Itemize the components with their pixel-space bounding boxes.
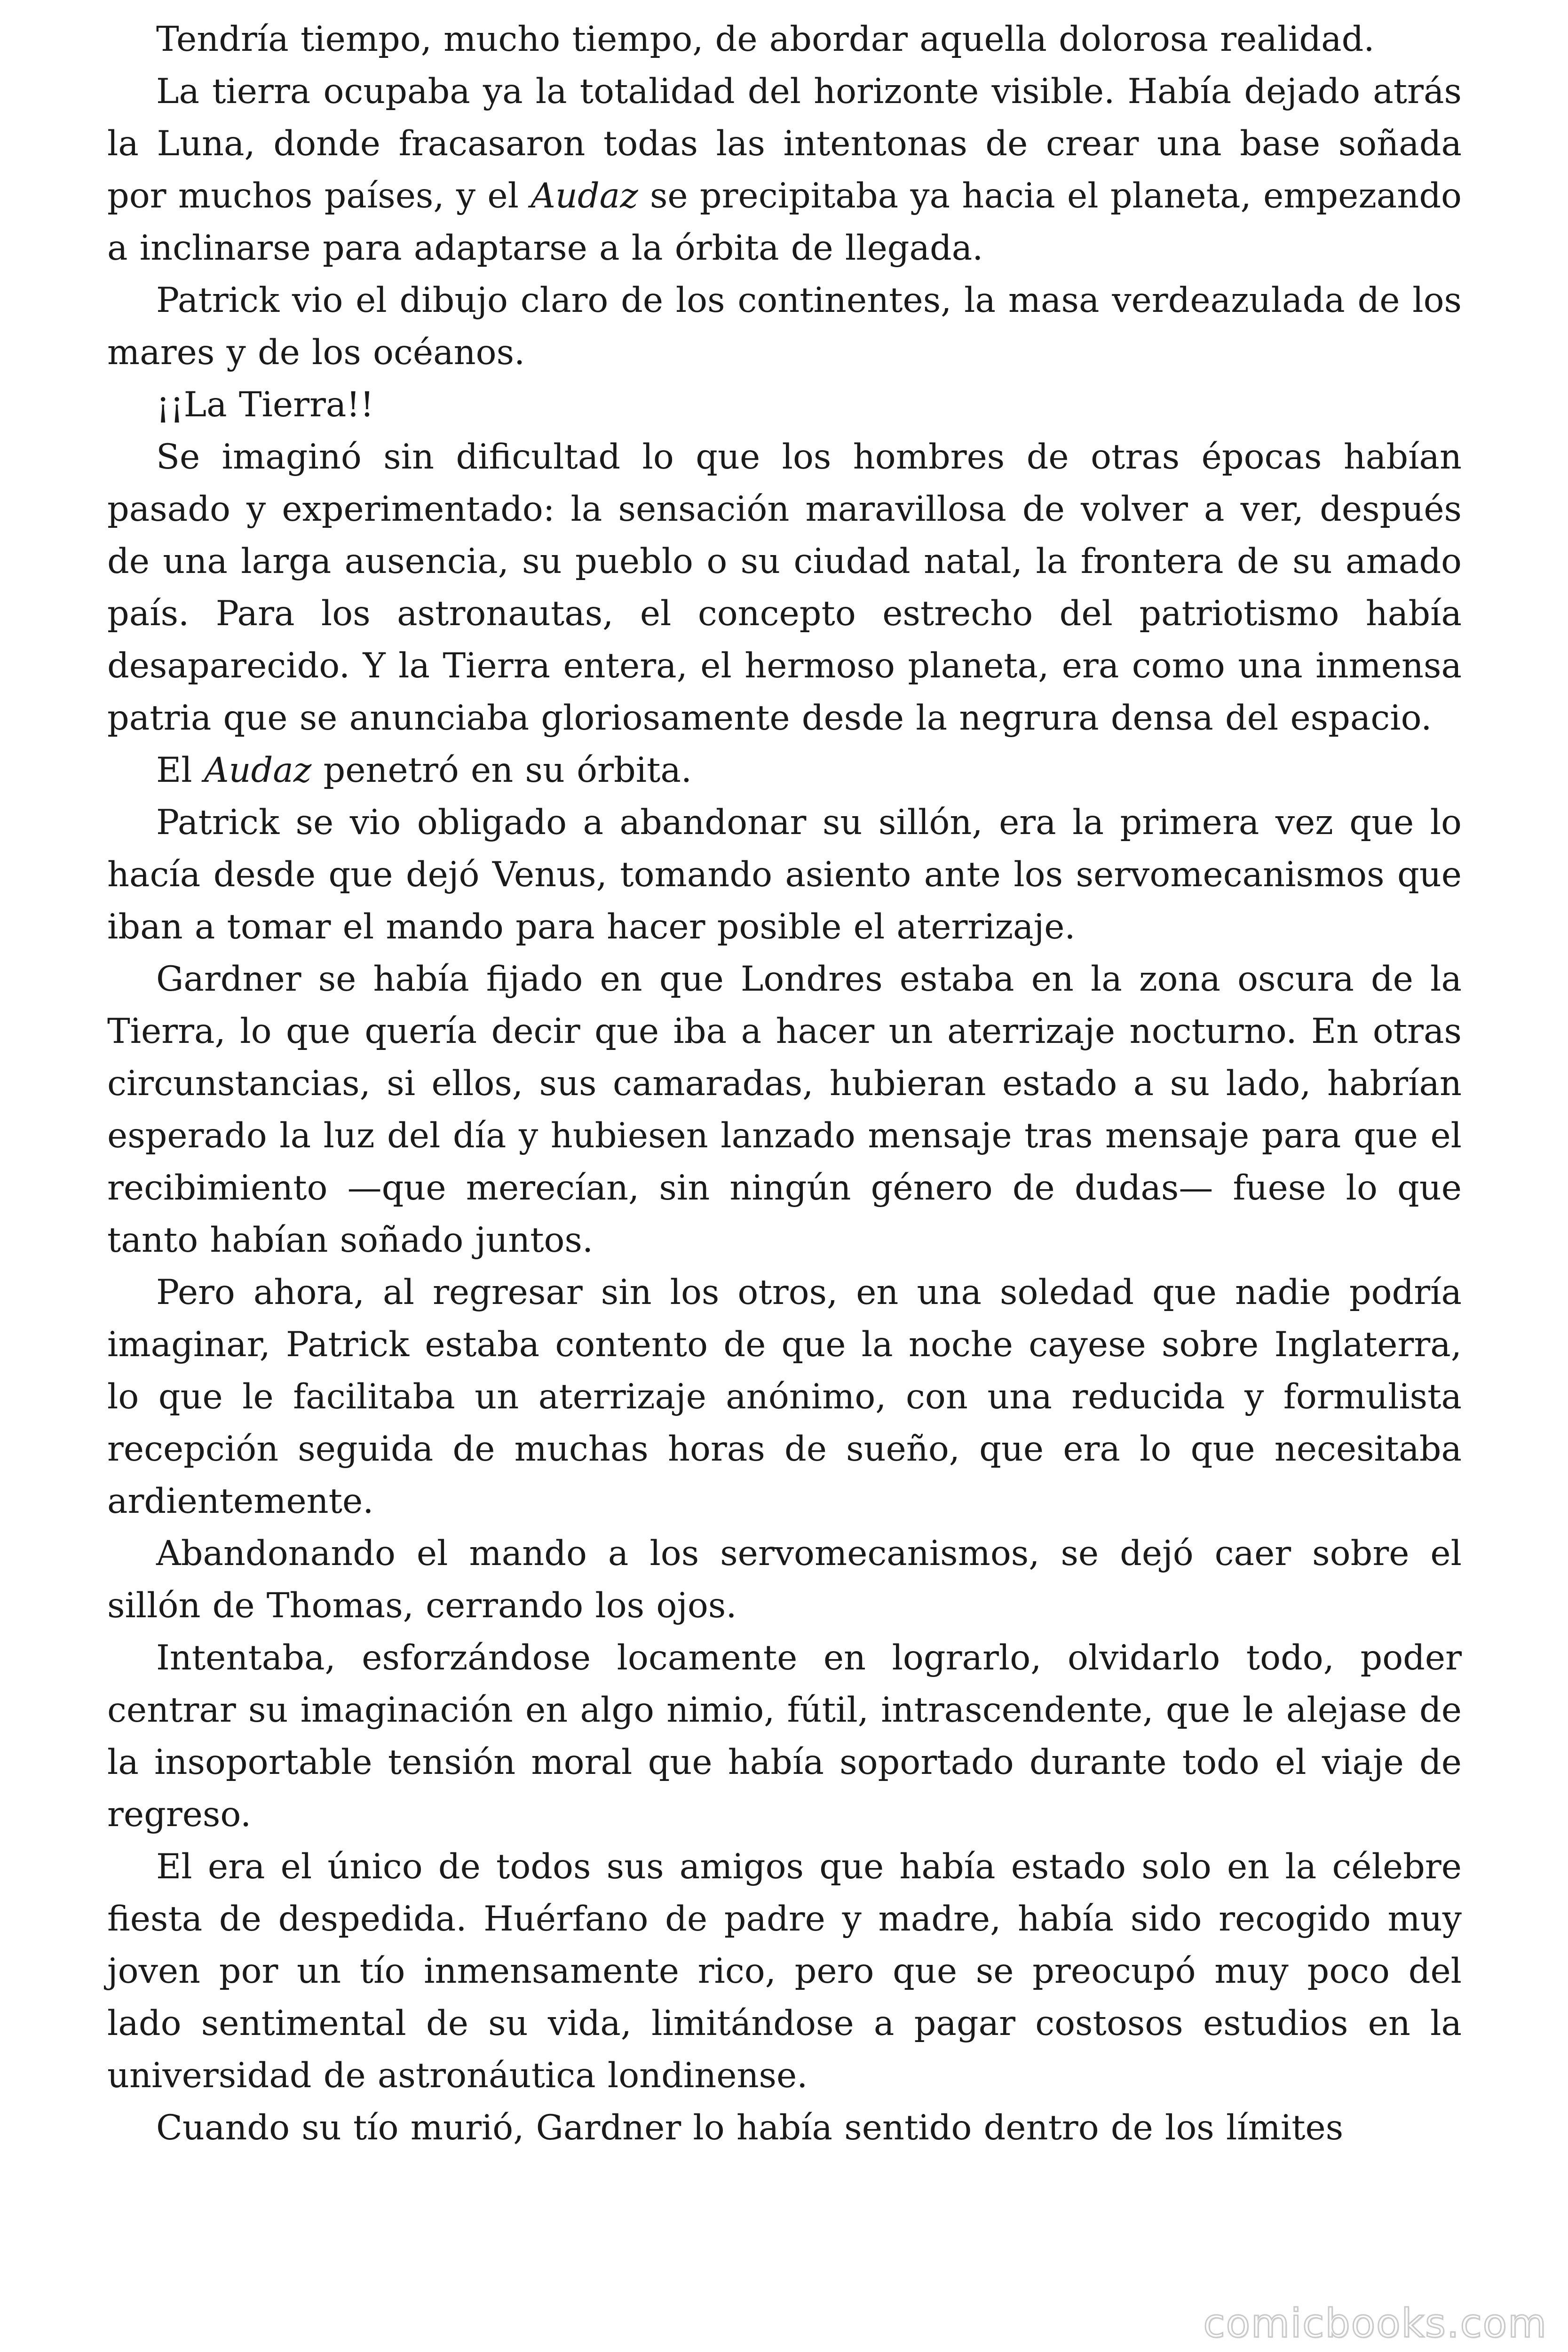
paragraph [107, 2102, 1462, 2154]
text-segment: Patrick vio el dibujo claro de los continentes, la masa verdeazulada de los mares y de los océanos. [107, 280, 1462, 373]
text-segment: Se imaginó sin dificultad lo que los hombres de otras épocas habían pasado y experimentado: la sensación maravillosa de volver a ver, después de una larga ausencia, su pueblo o su ciudad natal, la frontera de su amado país. Para los astronautas, el concepto estrecho del patriotismo había desaparecido. Y la Tierra entera, el hermoso planeta, era como una inmensa patria que se anunciaba gloriosamente desde la negrura densa del espacio. [107, 437, 1462, 738]
paragraph [107, 953, 1462, 1266]
paragraph [107, 431, 1462, 744]
watermark-logo: comicbooks.com [1203, 2300, 1547, 2346]
text-segment: La tierra ocupaba ya la totalidad del horizonte visible. Había dejado atrás la Luna, donde fracasaron todas las intentonas de crear una base soñada por muchos países, y el [107, 72, 1462, 216]
paragraph [107, 1841, 1462, 2102]
text-segment: penetró en su órbita. [311, 750, 692, 790]
text-segment: Intentaba, esforzándose locamente en lograrlo, olvidarlo todo, poder centrar su imaginación en algo nimio, fútil, intrascendente, que le alejase de la insoportable tensión moral que había soportado durante todo el viaje de regreso. [107, 1638, 1462, 1835]
italic-text: Audaz [531, 176, 638, 216]
text-segment: Patrick se vio obligado a abandonar su sillón, era la primera vez que lo hacía desde que dejó Venus, tomando asiento ante los servomecanismos que iban a tomar el mando para hacer posible el aterrizaje. [107, 803, 1462, 947]
paragraph [107, 1266, 1462, 1527]
text-segment: El [156, 750, 204, 790]
paragraph [107, 1527, 1462, 1632]
paragraph [107, 1632, 1462, 1841]
text-segment: Pero ahora, al regresar sin los otros, en una soledad que nadie podría imaginar, Patrick estaba contento de que la noche cayese sobre Inglaterra, lo que le facilitaba un aterrizaje anónimo, con una reducida y formulista recepción seguida de muchas horas de sueño, que era lo que necesitaba ardientemente. [107, 1272, 1462, 1521]
text-segment: se precipitaba ya hacia el planeta, empezando a inclinarse para adaptarse a la órbita de llegada. [107, 176, 1462, 268]
paragraph [107, 744, 1462, 796]
italic-text: Audaz [204, 750, 312, 790]
text-segment: ¡¡La Tierra!! [156, 385, 374, 425]
text-segment: El era el único de todos sus amigos que había estado solo en la célebre fiesta de despedida. Huérfano de padre y madre, había sido recogido muy joven por un tío inmensamente rico, pero que se preocupó muy poco del lado sentimental de su vida, limitándose a pagar costosos estudios en la universidad de astronáutica londinense. [107, 1847, 1462, 2096]
text-segment: Cuando su tío murió, Gardner lo había sentido dentro de los límites [156, 2108, 1344, 2148]
paragraph [107, 274, 1462, 379]
paragraph [107, 796, 1462, 953]
book-page [107, 0, 1462, 2352]
paragraph [107, 379, 1462, 431]
text-segment: Abandonando el mando a los servomecanismos, se dejó caer sobre el sillón de Thomas, cerrando los ojos. [107, 1534, 1462, 1626]
text-segment: Tendría tiempo, mucho tiempo, de abordar aquella dolorosa realidad. [156, 19, 1375, 59]
paragraph [107, 65, 1462, 274]
text-segment: Gardner se había fijado en que Londres estaba en la zona oscura de la Tierra, lo que quería decir que iba a hacer un aterrizaje nocturno. En otras circunstancias, si ellos, sus camaradas, hubieran estado a su lado, habrían esperado la luz del día y hubiesen lanzado mensaje tras mensaje para que el recibimiento —que merecían, sin ningún género de dudas— fuese lo que tanto habían soñado juntos. [107, 959, 1462, 1260]
paragraph [107, 13, 1462, 65]
body-text [107, 13, 1462, 2154]
